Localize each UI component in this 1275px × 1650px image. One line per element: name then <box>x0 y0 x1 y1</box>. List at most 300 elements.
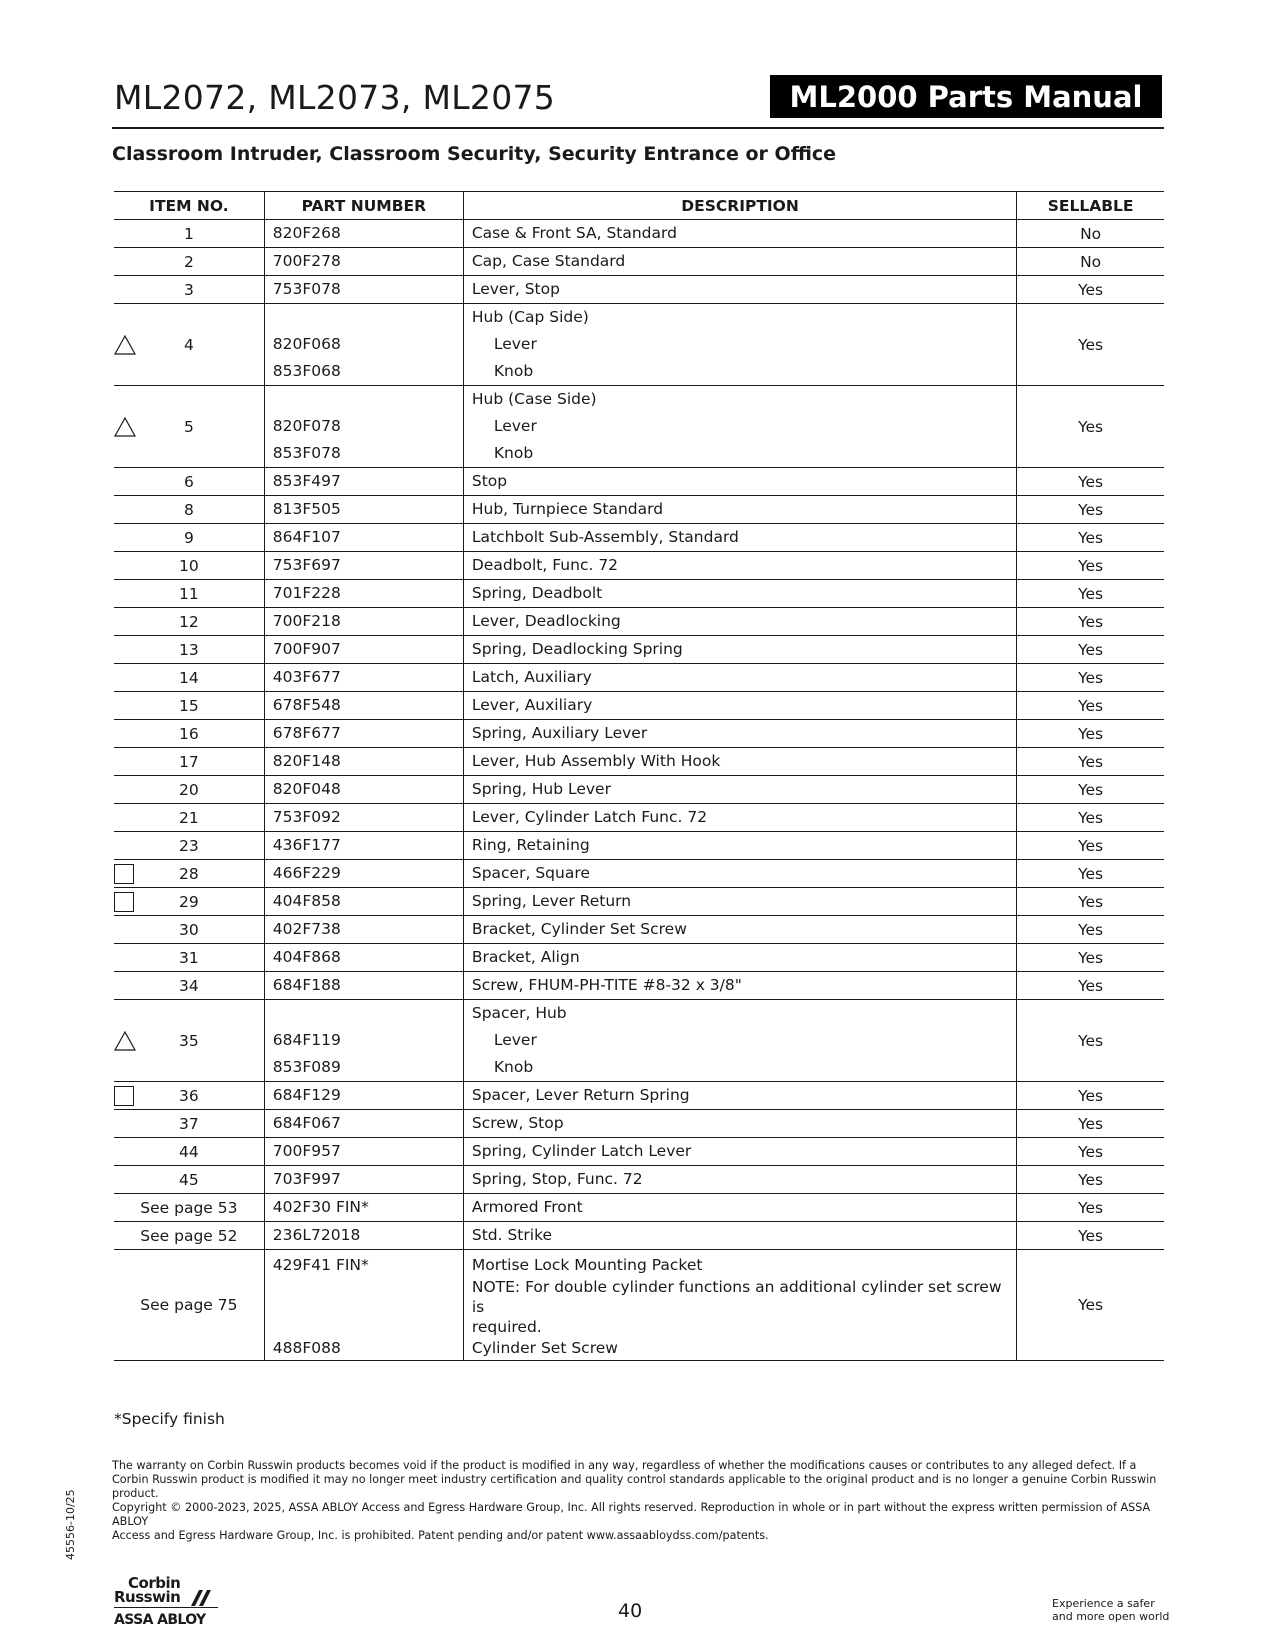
item-number <box>114 776 264 804</box>
description <box>463 276 1016 304</box>
part-number <box>264 276 463 304</box>
part-number <box>264 860 463 888</box>
triangle-marker-icon <box>114 416 136 438</box>
corbin-russwin-logo <box>114 1574 224 1630</box>
table-row <box>114 1000 1164 1082</box>
description <box>463 1194 1016 1222</box>
sellable-value: Yes <box>1017 916 1164 944</box>
description-line: Hub (Cap Side) <box>471 308 589 326</box>
triangle-marker-icon <box>114 334 136 356</box>
table-row <box>114 608 1164 636</box>
part-number-line: 429F41 FIN* <box>272 1256 369 1274</box>
description-line: Stop <box>471 472 508 490</box>
description-line: Armored Front <box>471 1198 583 1216</box>
description <box>463 524 1016 552</box>
description-line: Cylinder Set Screw <box>471 1339 618 1357</box>
part-number-line: 820F078 <box>272 417 341 435</box>
copyright-line: Copyright © 2000-2023, 2025, ASSA ABLOY Access and Egress Hardware Group, Inc. All rights reserved. Reproduction in whole or in part without the express written permission of ASSA ABLOY <box>112 1501 1151 1528</box>
parts-table <box>114 191 1164 1361</box>
description <box>463 748 1016 776</box>
description <box>463 944 1016 972</box>
description-line: Spacer, Square <box>471 864 590 882</box>
part-number <box>264 386 463 468</box>
item-number-text: 21 <box>179 808 199 827</box>
part-number <box>264 1110 463 1138</box>
description-line: Deadbolt, Func. 72 <box>471 556 619 574</box>
table-row <box>114 1222 1164 1250</box>
part-number <box>264 1082 463 1110</box>
description-line: Screw, FHUM-PH-TITE #8-32 x 3/8" <box>471 976 742 994</box>
description-line: Spring, Deadbolt <box>471 584 603 602</box>
item-number <box>114 636 264 664</box>
item-number <box>114 916 264 944</box>
part-number-line: 700F907 <box>272 640 341 658</box>
table-row <box>114 304 1164 386</box>
part-number-line: 678F548 <box>272 696 341 714</box>
item-number-text: 28 <box>179 864 199 883</box>
sellable-value: Yes <box>1017 1110 1164 1138</box>
table-row <box>114 1194 1164 1222</box>
description-line: Bracket, Cylinder Set Screw <box>471 920 687 938</box>
table-row <box>114 1166 1164 1194</box>
part-number-line: 488F088 <box>272 1339 341 1357</box>
description <box>463 664 1016 692</box>
note-text: required. <box>471 1317 542 1336</box>
item-number <box>114 386 264 468</box>
item-number <box>114 1138 264 1166</box>
item-number <box>114 1166 264 1194</box>
logo-word-corbin: Corbin <box>128 1574 181 1592</box>
part-number <box>264 248 463 276</box>
part-number <box>264 636 463 664</box>
part-number-line <box>273 1000 463 1027</box>
description <box>463 220 1016 248</box>
document-title: ML2072, ML2073, ML2075 <box>114 78 556 117</box>
item-number-text: 45 <box>179 1170 199 1189</box>
description <box>463 1082 1016 1110</box>
item-number-text: 35 <box>179 1031 199 1050</box>
item-number-text: 4 <box>183 335 194 354</box>
description-line: Ring, Retaining <box>471 836 590 854</box>
copyright-line: Access and Egress Hardware Group, Inc. is prohibited. Patent pending and/or patent www.assaabloydss.com/patents. <box>112 1529 769 1542</box>
description <box>463 720 1016 748</box>
table-row <box>114 664 1164 692</box>
table-row <box>114 972 1164 1000</box>
triangle-marker-icon <box>114 1030 136 1052</box>
item-number-text: See page 53 <box>140 1198 238 1217</box>
part-number <box>264 1222 463 1250</box>
part-number <box>264 916 463 944</box>
sellable-value: Yes <box>1017 608 1164 636</box>
item-number <box>114 608 264 636</box>
table-row <box>114 524 1164 552</box>
table-row <box>114 636 1164 664</box>
description <box>463 248 1016 276</box>
part-number-line: 820F268 <box>272 224 341 242</box>
sellable-value: Yes <box>1017 944 1164 972</box>
sellable-value: Yes <box>1017 888 1164 916</box>
description <box>463 304 1016 386</box>
part-number-line: 403F677 <box>272 668 341 686</box>
item-number-text: 2 <box>183 252 194 271</box>
table-row <box>114 1082 1164 1110</box>
table-row <box>114 1138 1164 1166</box>
document-code: 45556-10/25 <box>64 1489 77 1560</box>
description-line: Std. Strike <box>471 1226 553 1244</box>
description <box>463 496 1016 524</box>
part-number-line: 753F697 <box>272 556 341 574</box>
item-number <box>114 468 264 496</box>
description-line: Spring, Hub Lever <box>471 780 611 798</box>
item-number <box>114 832 264 860</box>
part-number <box>264 720 463 748</box>
description <box>463 608 1016 636</box>
sellable-value: Yes <box>1017 1250 1164 1361</box>
part-number-line: 404F858 <box>272 892 341 910</box>
sellable-value: Yes <box>1017 580 1164 608</box>
description <box>463 552 1016 580</box>
item-number <box>114 720 264 748</box>
sellable-value: Yes <box>1017 304 1164 386</box>
description-line: Lever <box>493 1031 537 1049</box>
item-number <box>114 748 264 776</box>
sellable-value: Yes <box>1017 664 1164 692</box>
item-number-text: 13 <box>179 640 199 659</box>
sellable-value: Yes <box>1017 1138 1164 1166</box>
table-row <box>114 496 1164 524</box>
part-number-line: 402F30 FIN* <box>272 1198 369 1216</box>
item-number <box>114 692 264 720</box>
sellable-value: No <box>1017 248 1164 276</box>
part-number-line: 466F229 <box>272 864 341 882</box>
part-number-line: 678F677 <box>272 724 341 742</box>
description <box>463 860 1016 888</box>
item-number-text: 23 <box>179 836 199 855</box>
item-number <box>114 1082 264 1110</box>
logo-mark-icon <box>189 1589 213 1607</box>
description-line: Spring, Stop, Func. 72 <box>471 1170 643 1188</box>
warranty-notice <box>112 1459 1162 1501</box>
warranty-line: The warranty on Corbin Russwin products becomes void if the product is modified in any way, regardless of whether the modifications causes or contributes to any alleged defect. If a <box>112 1459 1137 1472</box>
table-row <box>114 468 1164 496</box>
part-number <box>264 664 463 692</box>
part-number <box>264 304 463 386</box>
item-number-text: 31 <box>179 948 199 967</box>
item-number-text: 5 <box>183 417 194 436</box>
item-number <box>114 1110 264 1138</box>
part-number <box>264 1250 463 1361</box>
description-line: Lever, Hub Assembly With Hook <box>471 752 721 770</box>
item-number-text: 11 <box>179 584 199 603</box>
description <box>463 692 1016 720</box>
table-row <box>114 748 1164 776</box>
description-line: Spring, Deadlocking Spring <box>471 640 683 658</box>
sellable-value: No <box>1017 220 1164 248</box>
item-number <box>114 220 264 248</box>
description-line: Lever, Deadlocking <box>471 612 621 630</box>
table-row <box>114 552 1164 580</box>
description-line: Mortise Lock Mounting Packet <box>471 1256 703 1274</box>
item-number <box>114 524 264 552</box>
description <box>463 1110 1016 1138</box>
sellable-value: Yes <box>1017 468 1164 496</box>
table-row <box>114 220 1164 248</box>
warranty-line: Corbin Russwin product is modified it may no longer meet industry certification and quality control standards applicable to the original product and is no longer a genuine Corbin Russwin product. <box>112 1473 1157 1500</box>
item-number <box>114 664 264 692</box>
part-number-line: 753F078 <box>272 280 341 298</box>
description-line: Knob <box>493 444 534 462</box>
square-marker-icon <box>114 892 134 912</box>
item-number <box>114 1222 264 1250</box>
table-row <box>114 776 1164 804</box>
item-number-text: 29 <box>179 892 199 911</box>
item-number-text: 30 <box>179 920 199 939</box>
part-number <box>264 580 463 608</box>
item-number-text: 17 <box>179 752 199 771</box>
part-number <box>264 220 463 248</box>
item-number <box>114 860 264 888</box>
tagline <box>1052 1597 1169 1623</box>
table-row <box>114 386 1164 468</box>
sellable-value: Yes <box>1017 1082 1164 1110</box>
part-number-line <box>273 304 463 331</box>
part-number <box>264 496 463 524</box>
description <box>463 832 1016 860</box>
item-number <box>114 804 264 832</box>
part-number-line: 684F067 <box>272 1114 341 1132</box>
part-number-line: 753F092 <box>272 808 341 826</box>
item-number-text: 9 <box>183 528 194 547</box>
part-number <box>264 748 463 776</box>
item-number <box>114 248 264 276</box>
section-subtitle: Classroom Intruder, Classroom Security, Security Entrance or Office <box>112 143 837 165</box>
item-number-text: 1 <box>183 224 194 243</box>
item-number-text: 36 <box>179 1086 199 1105</box>
sellable-value: Yes <box>1017 1000 1164 1082</box>
part-number-line: 853F089 <box>272 1058 341 1076</box>
description-line: Screw, Stop <box>471 1114 564 1132</box>
part-number-line <box>273 386 463 413</box>
logo-word-russwin: Russwin <box>114 1588 181 1606</box>
description-line: Lever, Cylinder Latch Func. 72 <box>471 808 708 826</box>
table-row <box>114 916 1164 944</box>
tagline-line: Experience a safer <box>1052 1597 1155 1610</box>
item-number-text: 15 <box>179 696 199 715</box>
description-line: Spacer, Hub <box>471 1004 567 1022</box>
square-marker-icon <box>114 864 134 884</box>
part-number <box>264 552 463 580</box>
description-line: Spring, Auxiliary Lever <box>471 724 648 742</box>
column-header-part: PART NUMBER <box>264 192 463 220</box>
part-number-line: 820F068 <box>272 335 341 353</box>
item-number-text: 6 <box>183 472 194 491</box>
item-number <box>114 944 264 972</box>
page-number: 40 <box>618 1600 643 1622</box>
part-number <box>264 1194 463 1222</box>
description-line: Hub (Case Side) <box>471 390 597 408</box>
part-number <box>264 1138 463 1166</box>
part-number <box>264 524 463 552</box>
footnote: *Specify finish <box>114 1410 225 1428</box>
item-number <box>114 580 264 608</box>
item-number-text: 10 <box>179 556 199 575</box>
part-number <box>264 888 463 916</box>
part-number <box>264 1166 463 1194</box>
table-row <box>114 860 1164 888</box>
item-number-text: 20 <box>179 780 199 799</box>
description <box>463 1166 1016 1194</box>
part-number-line: 820F148 <box>272 752 341 770</box>
part-number-line: 700F218 <box>272 612 341 630</box>
part-number-line: 701F228 <box>272 584 341 602</box>
description-line: Spring, Cylinder Latch Lever <box>471 1142 692 1160</box>
description <box>463 888 1016 916</box>
part-number-line: 684F129 <box>272 1086 341 1104</box>
part-number <box>264 972 463 1000</box>
item-number <box>114 276 264 304</box>
part-number-line: 404F868 <box>272 948 341 966</box>
description-line: Case & Front SA, Standard <box>471 224 677 242</box>
part-number-line: 402F738 <box>272 920 341 938</box>
sellable-value: Yes <box>1017 748 1164 776</box>
item-number <box>114 888 264 916</box>
description-line: Latchbolt Sub-Assembly, Standard <box>471 528 739 546</box>
table-row <box>114 888 1164 916</box>
description-line: Lever, Auxiliary <box>471 696 593 714</box>
sellable-value: Yes <box>1017 386 1164 468</box>
tagline-line: and more open world <box>1052 1610 1170 1623</box>
copyright-notice <box>112 1501 1162 1543</box>
description-line: Spacer, Lever Return Spring <box>471 1086 690 1104</box>
header-rule <box>112 127 1164 129</box>
part-number <box>264 1000 463 1082</box>
table-row <box>114 832 1164 860</box>
part-number-line: 436F177 <box>272 836 341 854</box>
item-number <box>114 1194 264 1222</box>
description-line: Lever <box>493 417 537 435</box>
note-text: NOTE: For double cylinder functions an additional cylinder set screw is <box>471 1277 1002 1316</box>
table-row <box>114 1250 1164 1361</box>
part-number-line: 700F957 <box>272 1142 341 1160</box>
sellable-value: Yes <box>1017 860 1164 888</box>
part-number-line: 853F078 <box>272 444 341 462</box>
description-line: Latch, Auxiliary <box>471 668 592 686</box>
description <box>463 580 1016 608</box>
description <box>463 1138 1016 1166</box>
part-number <box>264 692 463 720</box>
part-number-line: 820F048 <box>272 780 341 798</box>
table-row <box>114 580 1164 608</box>
sellable-value: Yes <box>1017 636 1164 664</box>
table-row <box>114 276 1164 304</box>
table-row <box>114 248 1164 276</box>
item-number-text: 37 <box>179 1114 199 1133</box>
sellable-value: Yes <box>1017 972 1164 1000</box>
description <box>463 972 1016 1000</box>
item-number-text: See page 52 <box>140 1226 238 1245</box>
part-number <box>264 804 463 832</box>
description <box>463 916 1016 944</box>
description-line: Knob <box>493 362 534 380</box>
part-number-line: 700F278 <box>272 252 341 270</box>
item-number <box>114 552 264 580</box>
part-number <box>264 468 463 496</box>
description <box>463 1000 1016 1082</box>
description <box>463 386 1016 468</box>
description <box>463 804 1016 832</box>
item-number <box>114 1000 264 1082</box>
table-row <box>114 692 1164 720</box>
description <box>463 636 1016 664</box>
description <box>463 1250 1016 1361</box>
column-header-sellable: SELLABLE <box>1017 192 1164 220</box>
description <box>463 1222 1016 1250</box>
part-number-line: 236L72018 <box>272 1226 361 1244</box>
item-number <box>114 304 264 386</box>
item-number-text: 3 <box>183 280 194 299</box>
manual-badge: ML2000 Parts Manual <box>770 75 1162 118</box>
description-line: Cap, Case Standard <box>471 252 626 270</box>
part-number <box>264 776 463 804</box>
description-line: Knob <box>493 1058 534 1076</box>
part-number <box>264 832 463 860</box>
sellable-value: Yes <box>1017 692 1164 720</box>
sellable-value: Yes <box>1017 496 1164 524</box>
sellable-value: Yes <box>1017 1194 1164 1222</box>
logo-rule <box>114 1607 218 1608</box>
item-number <box>114 972 264 1000</box>
item-number-text: 34 <box>179 976 199 995</box>
description <box>463 468 1016 496</box>
description-line: Bracket, Align <box>471 948 580 966</box>
part-number <box>264 608 463 636</box>
part-number-line: 703F997 <box>272 1170 341 1188</box>
item-number-text: 8 <box>183 500 194 519</box>
part-number-line: 813F505 <box>272 500 341 518</box>
item-number: See page 75 <box>114 1250 264 1361</box>
sellable-value: Yes <box>1017 1222 1164 1250</box>
item-number-text: 44 <box>179 1142 199 1161</box>
sellable-value: Yes <box>1017 276 1164 304</box>
table-row <box>114 944 1164 972</box>
item-number <box>114 496 264 524</box>
sellable-value: Yes <box>1017 804 1164 832</box>
part-number <box>264 944 463 972</box>
item-number-text: 14 <box>179 668 199 687</box>
table-header-row <box>114 192 1164 220</box>
table-row <box>114 720 1164 748</box>
sellable-value: Yes <box>1017 776 1164 804</box>
part-number-line: 684F188 <box>272 976 341 994</box>
sellable-value: Yes <box>1017 720 1164 748</box>
part-number-line: 853F068 <box>272 362 341 380</box>
column-header-item: ITEM NO. <box>114 192 264 220</box>
part-number-line: 684F119 <box>272 1031 341 1049</box>
sellable-value: Yes <box>1017 1166 1164 1194</box>
logo-word-assa-abloy: ASSA ABLOY <box>114 1612 206 1628</box>
description <box>463 776 1016 804</box>
column-header-description: DESCRIPTION <box>463 192 1016 220</box>
description-line: Spring, Lever Return <box>471 892 632 910</box>
sellable-value: Yes <box>1017 832 1164 860</box>
sellable-value: Yes <box>1017 524 1164 552</box>
part-number-line: 864F107 <box>272 528 341 546</box>
sellable-value: Yes <box>1017 552 1164 580</box>
square-marker-icon <box>114 1086 134 1106</box>
description-line: Lever, Stop <box>471 280 560 298</box>
item-number-text: 12 <box>179 612 199 631</box>
table-row <box>114 804 1164 832</box>
